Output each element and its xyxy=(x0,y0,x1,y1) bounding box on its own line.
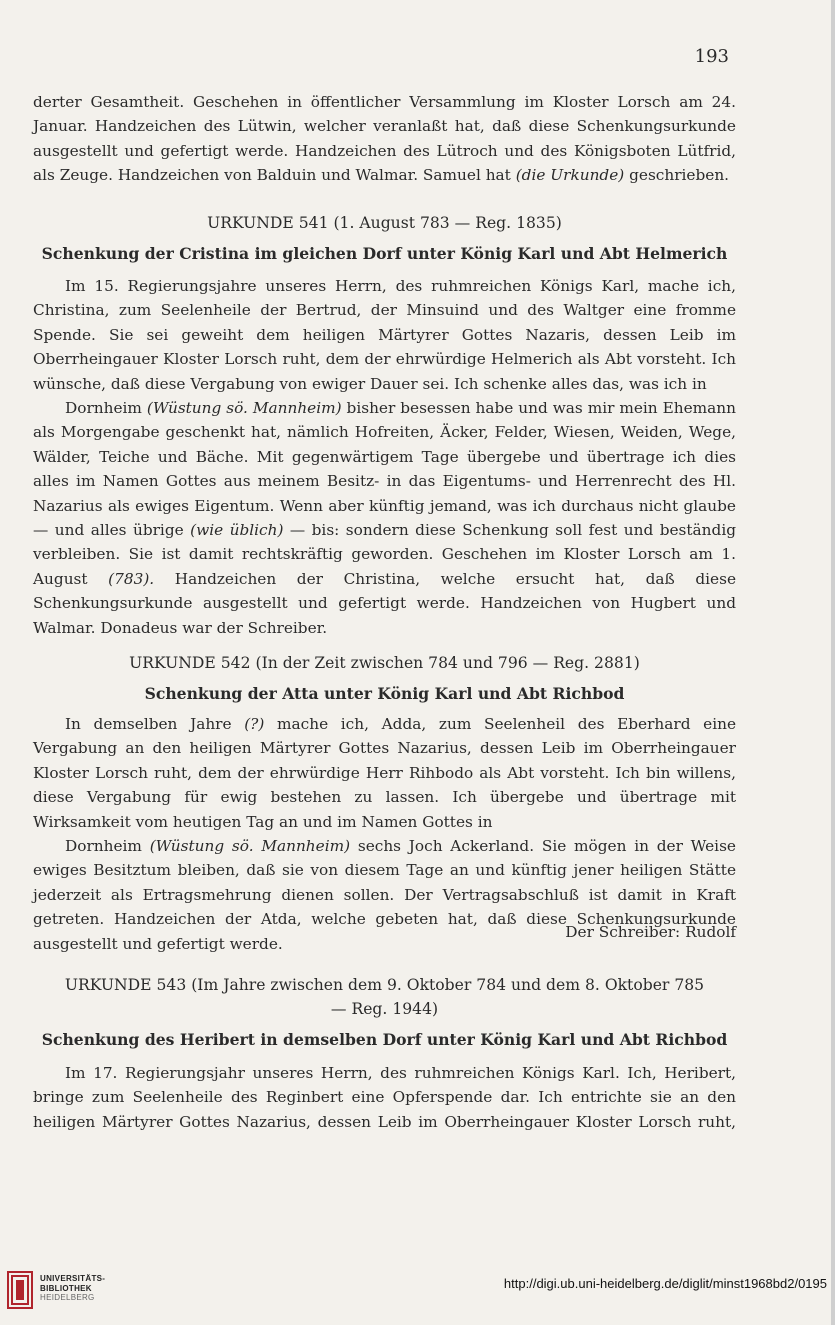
source-url[interactable]: http://digi.ub.uni-heidelberg.de/diglit/minst1968bd2/0195 xyxy=(503,1276,827,1291)
paragraph: Im 17. Regierungsjahr unseres Herrn, des ruhmreichen Königs Karl. Ich, Heribert, bringe zum Seelenheile des Reginbert eine Opferspende dar. Ich entrichte sie an den heiligen Märtyrer Gottes Nazarius, dessen Leib im Oberrheingauer Kloster Lorsch ruht, xyxy=(33,1064,736,1131)
urkunde-542-subheading: Schenkung der Atta unter König Karl und Abt Richbod xyxy=(144,684,625,703)
paragraph: Dornheim (Wüstung sö. Mannheim) sechs Joch Ackerland. Sie mögen in der Weise ewiges Besitztum bleiben, daß sie von diesem Tage an und künftig jener heiligen Stätte jederzeit als Ertragsmehrung dienen sollen. Der Vertragsabschluß ist damit in Kraft getreten. Handzeichen der Atda, welche gebeten hat, daß diese Schenkungsurkunde ausgestellt und gefertigt werde. xyxy=(33,837,736,953)
page-number: 193 xyxy=(694,46,729,67)
urkunde-543-heading: URKUNDE 543 (Im Jahre zwischen dem 9. Oktober 784 und dem 8. Oktober 785 — Reg. 1944) xyxy=(64,976,705,1019)
text-line: ausgestellt und gefertigt werde. Handzeichen des Lütroch und des Königsboten Lütfrid, xyxy=(33,141,736,160)
library-name: UNIVERSITÄTS- BIBLIOTHEK HEIDELBERG xyxy=(40,1274,106,1302)
urkunde-541-body xyxy=(33,274,736,640)
library-emblem-icon xyxy=(6,1268,36,1312)
urkunde-542-scribe: Der Schreiber: Rudolf xyxy=(565,923,736,941)
library-logo[interactable] xyxy=(6,1268,146,1318)
text-line: Januar. Handzeichen des Lütwin, welcher veranlaßt hat, daß diese Schenkungsurkunde xyxy=(33,117,736,136)
paragraph: In demselben Jahre (?) mache ich, Adda, zum Seelenheil des Eberhard eine Vergabung an den heiligen Märtyrer Gottes Nazarius, dessen Leib im Oberrheingauer Kloster Lorsch ruht, dem der ehrwürdige Herr Rihbodo als Abt vorsteht. Ich bin willens, diese Vergabung für ewig bestehen zu lassen. Ich übergebe und übertrage mit Wirksamkeit vom heutigen Tag an und im Namen Gottes in xyxy=(33,715,737,831)
urkunde-543-subheading: Schenkung des Heribert in demselben Dorf unter König Karl und Abt Richbod xyxy=(41,1030,728,1049)
paragraph: Im 15. Regierungsjahre unseres Herrn, des ruhmreichen Königs Karl, mache ich, Christina, zum Seelenheile der Bertrud, der Minsuind und des Waltger eine fromme Spende. Sie sei geweiht dem heiligen Märtyrer Gottes Nazaris, dessen Leib im Oberrheingauer Kloster Lorsch ruht, dem der ehrwürdige Helmerich als Abt vorsteht. Ich wünsche, daß diese Vergabung von ewiger Dauer sei. Ich schenke alles das, was ich in xyxy=(33,277,736,393)
text-line: als Zeuge. Handzeichen von Balduin und Walmar. Samuel hat (die Urkunde) geschrieben. xyxy=(33,166,730,185)
urkunde-541-heading: URKUNDE 541 (1. August 783 — Reg. 1835) xyxy=(207,214,562,232)
text-line: derter Gesamtheit. Geschehen in öffentlicher Versammlung im Kloster Lorsch am 24. xyxy=(33,93,736,111)
scan-edge xyxy=(831,0,835,1325)
urkunde-541-subheading: Schenkung der Cristina im gleichen Dorf unter König Karl und Abt Helmerich xyxy=(41,244,728,263)
italic-note: (die Urkunde) xyxy=(515,166,625,185)
paragraph: Dornheim (Wüstung sö. Mannheim) bisher besessen habe und was mir mein Ehemann als Morgengabe geschenkt hat, nämlich Hofreiten, Äcker, Felder, Wiesen, Weiden, Wege, Wälder, Teiche und Bäche. Mit gegenwärtigem Tage übergebe und übertrage ich dies alles im Namen Gottes aus meinem Besitz- in das Eigentums- und Herrenrecht des Hl. Nazarius als ewiges Eigentum. Wenn aber künftig jemand, was ich durchaus nicht glaube — und alles übrige (wie üblich) — bis: sondern diese Schenkung soll fest und beständig verbleiben. Sie ist damit rechtskräftig geworden. Geschehen im Kloster Lorsch am 1. August (783). Handzeichen der Christina, welche ersucht hat, daß diese Schenkungsurkunde ausgestellt und gefertigt werde. Handzeichen von Hugbert und Walmar. Donadeus war der Schreiber. xyxy=(33,399,737,637)
urkunde-542-heading: URKUNDE 542 (In der Zeit zwischen 784 und 796 — Reg. 2881) xyxy=(129,654,640,672)
urkunde-543-body xyxy=(33,1061,736,1134)
continuation-paragraph xyxy=(33,90,736,188)
